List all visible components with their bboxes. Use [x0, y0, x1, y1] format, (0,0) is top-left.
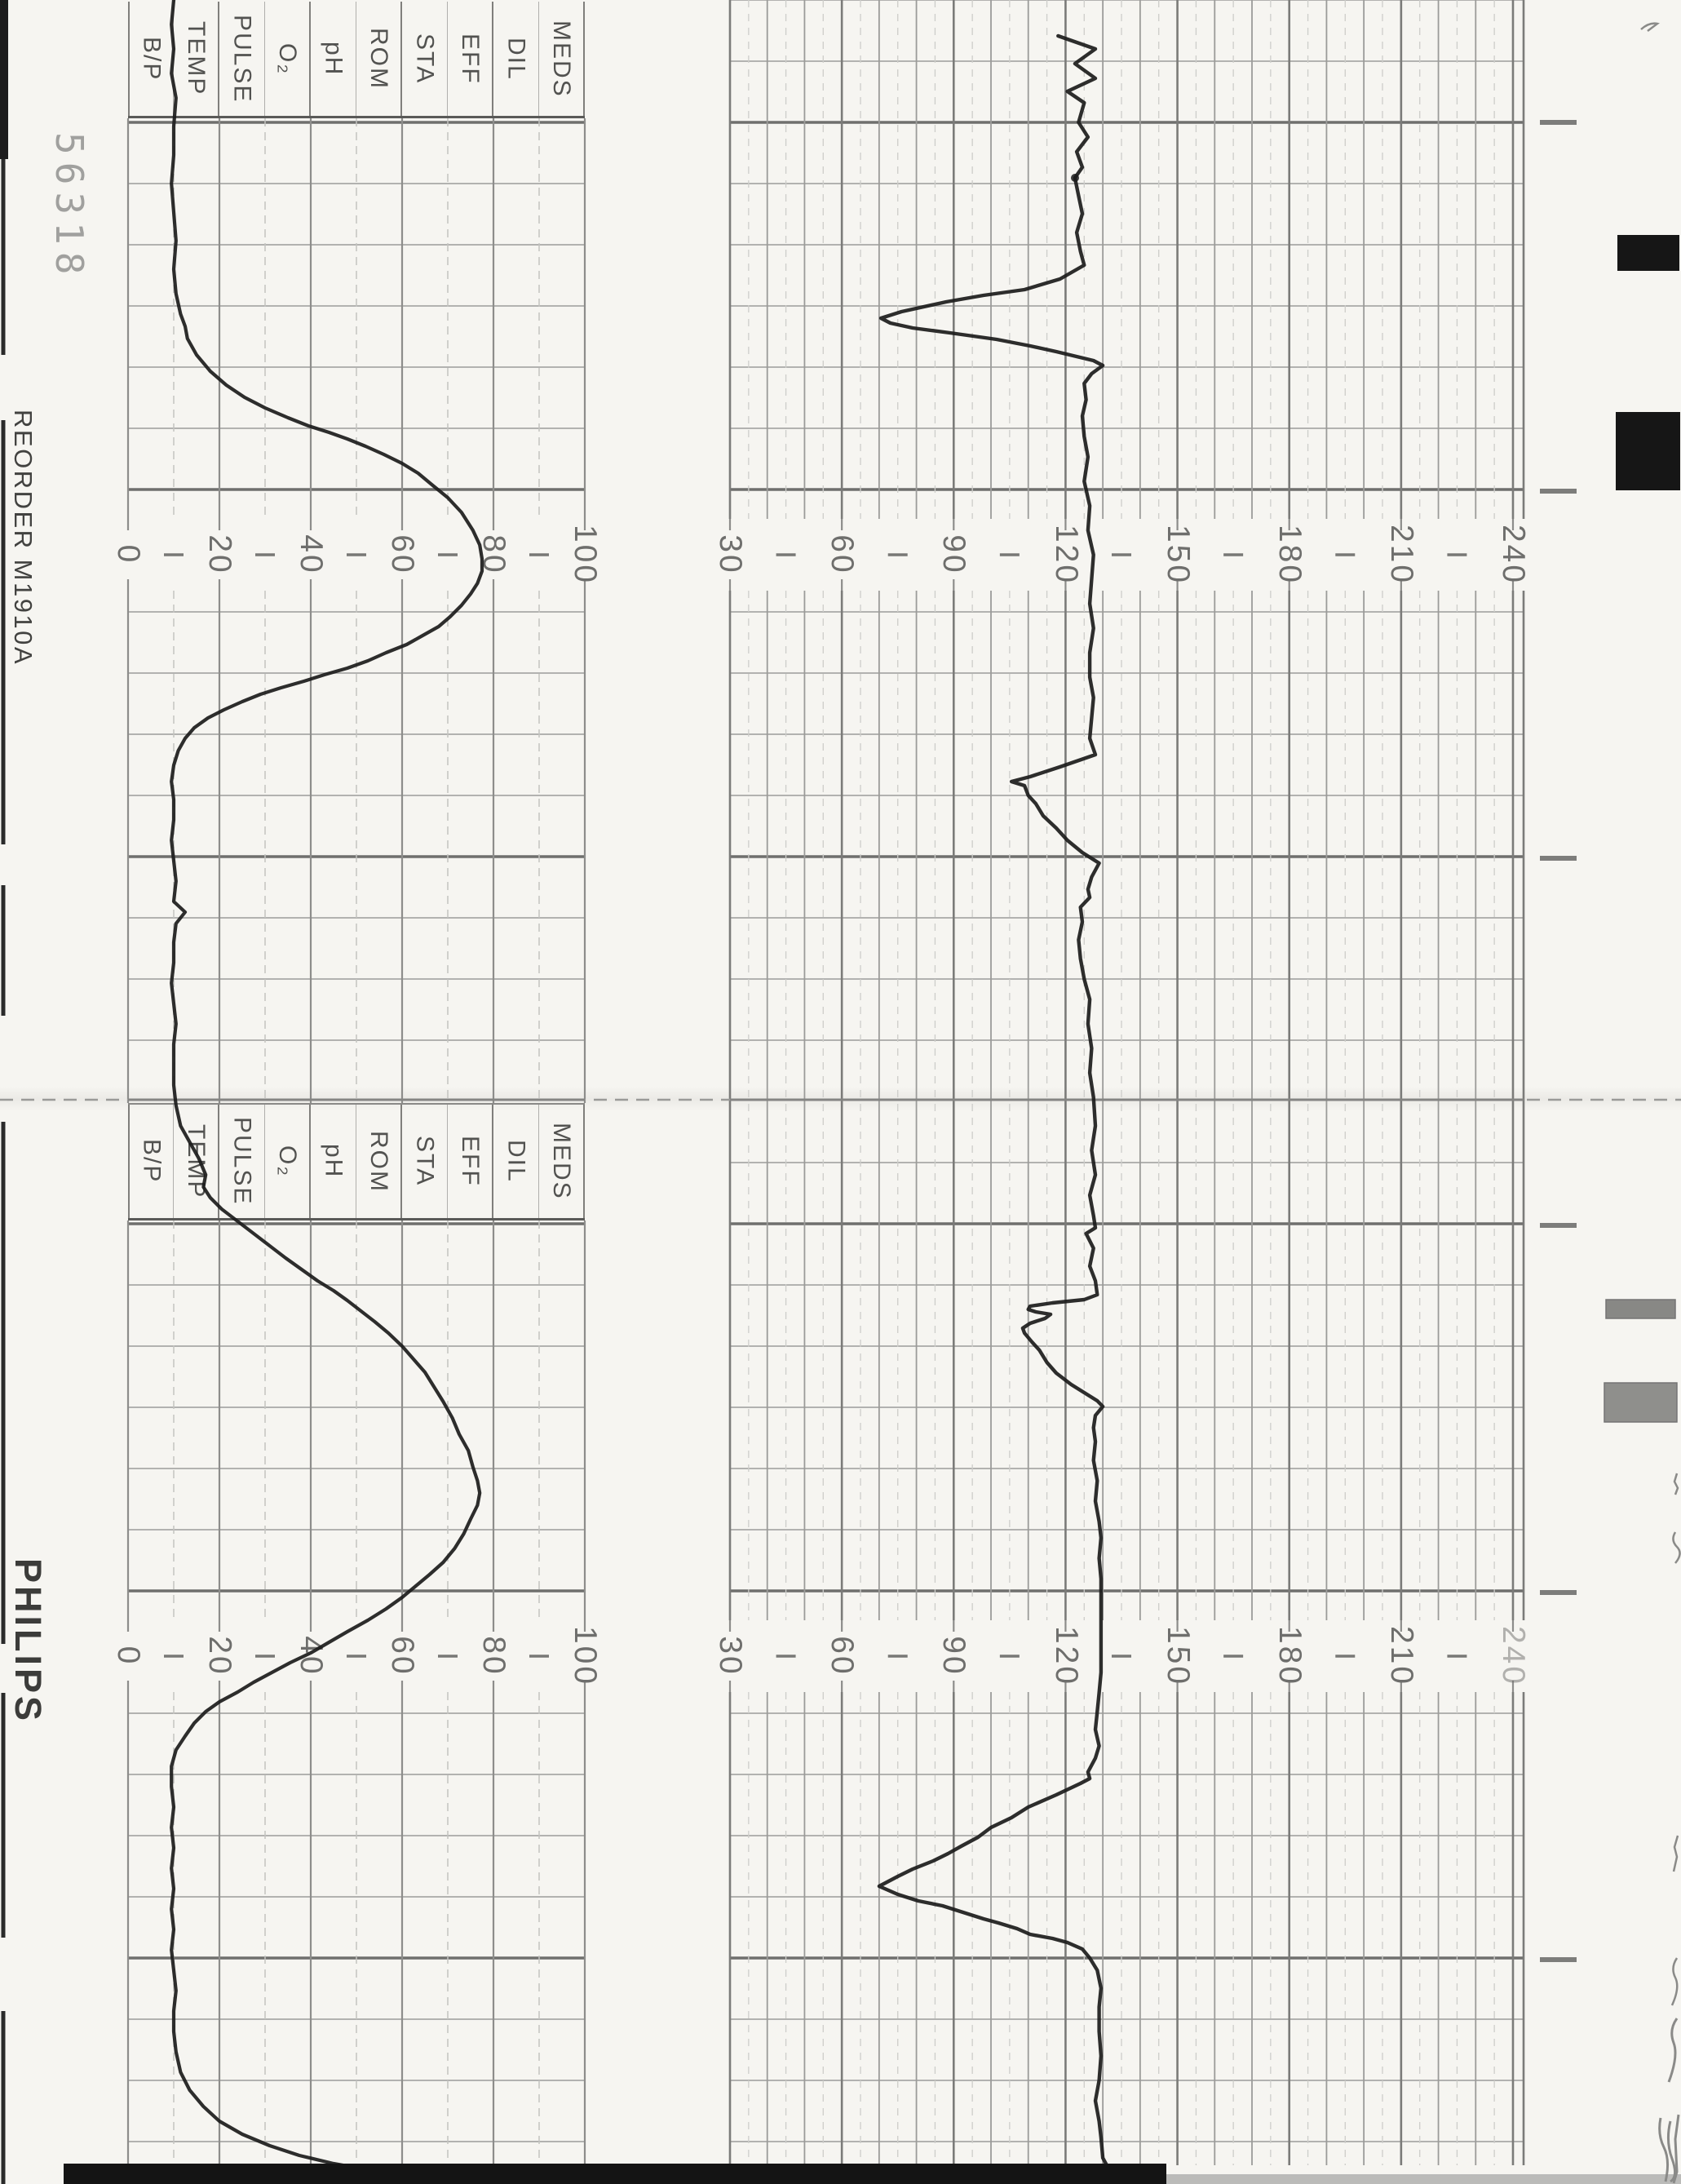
- toco-scale-value: 40: [294, 534, 329, 575]
- philips-logo: PHILIPS: [7, 1558, 49, 1725]
- registration-mark-faded: [1604, 1383, 1677, 1422]
- toco-scale-value: 60: [385, 1636, 420, 1677]
- toco-scale-value: 60: [385, 534, 420, 575]
- fhr-scale-value: 30: [713, 1636, 748, 1677]
- annotation-label: B/P: [138, 36, 166, 82]
- annotation-label: STA: [411, 33, 439, 85]
- annotation-label: O₂: [274, 42, 301, 75]
- registration-mark: [1616, 412, 1680, 490]
- fhr-scale-value: 90: [936, 1636, 971, 1677]
- fhr-scale-value: 210: [1384, 1625, 1419, 1687]
- toco-scale-value: 20: [202, 534, 237, 575]
- annotation-label: PULSE: [228, 1117, 256, 1206]
- annotation-label: EFF: [457, 33, 484, 85]
- scan-edge-bottom: [64, 2164, 1166, 2184]
- annotation-label: MEDS: [548, 1123, 575, 1200]
- fhr-scale-value: 210: [1384, 524, 1419, 586]
- fhr-scale-value: 120: [1049, 524, 1084, 586]
- minute-marks: [1540, 122, 1577, 1960]
- fhr-scale-value: 60: [825, 1636, 860, 1677]
- annotation-label: MEDS: [548, 20, 575, 98]
- fhr-scale-value: 180: [1272, 524, 1307, 586]
- toco-scale-value: 100: [568, 524, 603, 586]
- annotation-label: PULSE: [228, 14, 256, 104]
- lot-number-stamp: 56318: [47, 132, 91, 282]
- scan-edge-bottom: [1166, 2174, 1681, 2184]
- toco-scale-value: 20: [202, 1636, 237, 1677]
- reorder-part-number-label: REORDER M1910A: [9, 410, 38, 667]
- annotation-label: ROM: [365, 1130, 392, 1193]
- fhr-scale-value: 30: [713, 534, 748, 575]
- toco-scale-value: 80: [476, 534, 511, 575]
- scan-edge-left: [0, 0, 8, 159]
- fhr-scale-value: 150: [1161, 524, 1196, 586]
- toco-scale-value: 0: [111, 544, 146, 565]
- registration-mark: [1617, 235, 1679, 271]
- annotation-label: pH: [320, 41, 347, 77]
- annotation-label: O₂: [274, 1145, 301, 1177]
- annotation-label: B/P: [138, 1139, 166, 1184]
- annotation-label: EFF: [457, 1136, 484, 1187]
- fhr-scale-value: 90: [936, 534, 971, 575]
- toco-scale-value: 80: [476, 1636, 511, 1677]
- annotation-label: STA: [411, 1136, 439, 1187]
- fhr-scale-value: 150: [1161, 1625, 1196, 1687]
- annotation-label: TEMP: [183, 21, 210, 96]
- annotation-label: TEMP: [183, 1123, 210, 1199]
- edge-scribbles: [1641, 24, 1680, 2183]
- fhr-scale-value: 120: [1049, 1625, 1084, 1687]
- fhr-scale-value: 240: [1496, 524, 1531, 586]
- fhr-scale-value: 60: [825, 534, 860, 575]
- annotation-label: DIL: [502, 1140, 530, 1183]
- annotation-label: pH: [320, 1144, 347, 1179]
- toco-scale-value: 40: [294, 1636, 329, 1677]
- fhr-scale-value: 240: [1496, 1625, 1531, 1687]
- fhr-scale-value: 180: [1272, 1625, 1307, 1687]
- registration-mark-faded: [1606, 1300, 1675, 1318]
- annotation-label: DIL: [502, 37, 530, 81]
- toco-scale-value: 0: [111, 1646, 146, 1667]
- annotation-label: ROM: [365, 28, 392, 90]
- toco-scale-value: 100: [568, 1625, 603, 1687]
